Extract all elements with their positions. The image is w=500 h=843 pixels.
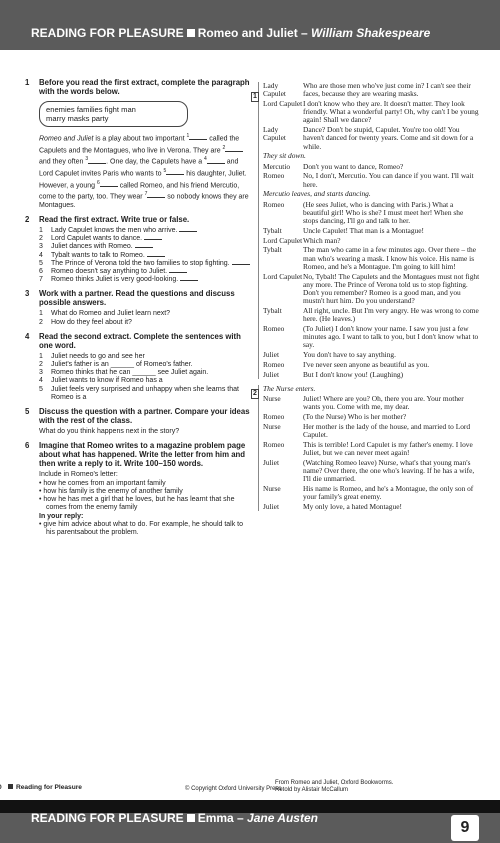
answer-blank[interactable] xyxy=(88,163,106,164)
page-header xyxy=(0,0,500,50)
answer-blank[interactable] xyxy=(147,256,165,257)
dialogue-line xyxy=(263,172,480,188)
line-text: (He sees Juliet, who is dancing with Paris.) What a beautiful girl! Who is she? I must meet her! When she stops dancing, I'll go and talk to her. xyxy=(303,199,464,226)
bullet-item: • how he comes from an important family xyxy=(39,480,250,488)
line-text: Juliet! Where are you? Oh, there you are. Your mother wants you. Come with me, my dear. xyxy=(303,394,464,412)
line-text: The man who came in a few minutes ago. Over there – the man who's wearing a mask. I know his voice. His name is Romeo, and he's a Montague. I'm going to kill him! xyxy=(303,245,477,271)
list-item: 1 Lady Capulet knows the men who arrive. xyxy=(39,227,250,235)
line-text: You don't have to say anything. xyxy=(303,350,396,360)
dialogue-line xyxy=(263,503,480,511)
line-text: Don't you want to dance, Romeo? xyxy=(303,161,404,171)
speaker: Romeo xyxy=(263,171,285,181)
bullet-item: • how his family is the enemy of another family xyxy=(39,488,250,496)
bullet-item: • how he has met a girl that he loves, but he has learnt that she comes from the enemy family xyxy=(39,496,250,512)
page-number xyxy=(0,784,2,791)
list-item: 6 Romeo doesn't say anything to Juliet. xyxy=(39,268,250,276)
stage-direction: The Nurse enters. xyxy=(263,384,316,394)
line-text: (To the Nurse) Who is her mother? xyxy=(303,412,407,422)
list-item: 2 Juliet's father is an ______ of Romeo's father. xyxy=(39,361,193,369)
speaker: Tybalt xyxy=(263,245,282,255)
answer-blank[interactable] xyxy=(144,239,162,240)
line-text: My only love, a hated Montague! xyxy=(303,502,402,512)
dialogue-line xyxy=(263,423,480,439)
exercise-1: 1 Before you read the first extract, complete the paragraph with the words below. enemies families fight man marry masks party Romeo and Juliet is a play about two important $^1$ called the Capulets and the Montagues, who live in Verona. They are $^2$ and they often $^3$ . One day, the Capulets have a $^4$ and Lord Capulet invites Paris who wants to $^5$ his daughter, Juliet. However, a young $^6$ called Romeo, and his friend Mercutio, come to the party, too. They wear $^7$ so nobody knows they are Montagues. xyxy=(25,78,250,209)
exercise-6: 6 Imagine that Romeo writes to a magazine problem page about what has happened. Write the letter from him and then write a reply to it. Write 100–150 words. Include in Romeo's letter: • how he comes from an important family • how his family is the enemy of another family • how he has met a girl that he loves, but he has learnt that she comes from the enemy family In your reply: • give him advice about what to do. For example, he should talk to his parentsabout the problem. xyxy=(25,441,250,537)
dialogue-line xyxy=(263,273,480,306)
dialogue-line xyxy=(263,441,480,457)
answer-blank[interactable] xyxy=(166,174,184,175)
word-box: enemies families fight man marry masks party xyxy=(39,101,188,127)
speaker: Juliet xyxy=(263,458,280,468)
answer-blank[interactable] xyxy=(207,163,225,164)
next-page-header xyxy=(0,813,500,843)
stage-direction: Mercutio leaves, and starts dancing. xyxy=(263,189,371,199)
speaker: Lord Capulet xyxy=(263,235,303,245)
next-header-title: READING FOR PLEASURE Emma – Jane Austen xyxy=(31,811,318,825)
header-title: READING FOR PLEASURE Romeo and Juliet – William Shakespeare xyxy=(31,26,431,40)
dialogue-line xyxy=(263,371,480,379)
answer-blank[interactable] xyxy=(179,231,197,232)
answer-blank[interactable] xyxy=(100,186,118,187)
extract-1 xyxy=(253,81,480,379)
dialogue-line xyxy=(263,351,480,359)
dialogue-line xyxy=(263,307,480,323)
speaker: Romeo xyxy=(263,412,285,422)
square-bullet-icon xyxy=(187,29,195,37)
blank-number: 7 xyxy=(144,191,148,198)
line-text: I've never seen anyone as beautiful as you. xyxy=(303,360,430,370)
dialogue-line xyxy=(263,413,480,421)
line-text: But I don't know you! (Laughing) xyxy=(303,369,404,379)
speaker: Lady Capulet xyxy=(263,125,286,143)
dialogue-line xyxy=(263,361,480,369)
answer-blank[interactable] xyxy=(232,264,250,265)
line-text: Her mother is the lady of the house, and married to Lord Capulet. xyxy=(303,422,471,440)
dialogue-line xyxy=(263,485,480,501)
list-item: 1 What do Romeo and Juliet learn next? xyxy=(39,310,171,318)
line-text: All right, uncle. But I'm very angry. He was wrong to come here. (He leaves.) xyxy=(303,306,479,324)
dialogue-line xyxy=(263,163,480,171)
line-text: (Watching Romeo leave) Nurse, what's that young man's name? Over there, the one who's leaving. If he has a wife, I'll die unmarried. xyxy=(303,458,475,484)
speaker: Tybalt xyxy=(263,225,282,235)
list-item: 3 Juliet dances with Romeo. xyxy=(39,243,250,251)
speaker: Tybalt xyxy=(263,306,282,316)
list-item: 4 Juliet wants to know if Romeo has a xyxy=(39,377,163,385)
exercise-4: 4 Read the second extract. Complete the sentences with one word. 1 Juliet needs to go and see her 2 Juliet's father is an ______ of Romeo's father. 3 Romeo thinks that he can ______ see Juliet again. 4 Juliet wants to know if Romeo has a 5 Juliet feels very surprised and unhappy when she learns that Romeo is a xyxy=(25,332,250,402)
dialogue-line xyxy=(263,395,480,411)
line-text: This is terrible! Lord Capulet is my father's enemy. I love Juliet, but we can never meet again! xyxy=(303,440,473,458)
speaker: Juliet xyxy=(263,350,280,360)
speaker: Lady Capulet xyxy=(263,81,286,99)
dialogue-line xyxy=(263,325,480,350)
list-item: 5 The Prince of Verona told the two families to stop fighting. xyxy=(39,260,250,268)
sentence-completion-list xyxy=(39,353,250,402)
copyright: © Copyright Oxford University Press xyxy=(185,786,282,792)
exercise-5: 5 Discuss the question with a partner. Compare your ideas with the rest of the class. What do you think happens next in the story? xyxy=(25,407,250,436)
answer-blank[interactable] xyxy=(189,139,207,140)
speaker: Juliet xyxy=(263,502,280,512)
footer-section: Reading for Pleasure xyxy=(8,784,82,791)
blank-number: 4 xyxy=(204,156,207,163)
speaker: Nurse xyxy=(263,394,281,404)
dialogue-line xyxy=(263,246,480,271)
list-item: 7 Romeo thinks Juliet is very good-looking. xyxy=(39,276,250,284)
source-credit: From Romeo and Juliet, Oxford Bookworms. Retold by Alistair McCallum xyxy=(275,780,394,793)
speaker: Romeo xyxy=(263,360,285,370)
blank-number: 6 xyxy=(96,179,100,186)
line-text: Which man? xyxy=(303,235,341,245)
line-text: His name is Romeo, and he's a Montague, the only son of your family's great enemy. xyxy=(303,484,474,502)
answer-blank[interactable] xyxy=(180,280,198,281)
blank-number: 3 xyxy=(85,156,89,163)
line-text: Uncle Capulet! That man is a Montague! xyxy=(303,225,424,235)
blank-number: 1 xyxy=(186,133,190,139)
line-text: Who are those men who've just come in? I can't see their faces, because they are wearing masks. xyxy=(303,81,471,99)
speaker: Romeo xyxy=(263,440,285,450)
extract-number: 1 xyxy=(251,92,259,102)
next-page-number: 9 xyxy=(451,815,479,841)
line-text: Dance? Don't be stupid, Capulet. You're too old! You haven't danced for twenty years. Come and sit down for a while. xyxy=(303,125,474,151)
answer-blank[interactable] xyxy=(147,197,165,198)
list-item: 2 Lord Capulet wants to dance. xyxy=(39,235,250,243)
list-item: 4 Tybalt wants to talk to Romeo. xyxy=(39,252,250,260)
dialogue-line xyxy=(263,100,480,125)
answer-blank[interactable] xyxy=(135,247,153,248)
gap-fill-paragraph: Romeo and Juliet is a play about two important $^1$ called the Capulets and the Montagues, who live in Verona. They are $^2$ and they often $^3$ . One day, the Capulets have a $^4$ and Lord Capulet invites Paris who wants to $^5$ his daughter, Juliet. However, a young $^6$ called Romeo, and his friend Mercutio, come to the party, too. They wear $^7$ so nobody knows they are Montagues. xyxy=(39,133,249,209)
line-text: (To Juliet) I don't know your name. I saw you just a few minutes ago. I want to talk to you, but I don't know what to say. xyxy=(303,324,479,350)
speaker: Nurse xyxy=(263,484,281,494)
dialogue-line xyxy=(263,82,480,98)
speaker: Lord Capulet xyxy=(263,99,303,108)
dialogue-line xyxy=(263,126,480,151)
speaker: Nurse xyxy=(263,422,281,432)
blank-number: 5 xyxy=(163,167,167,174)
answer-blank[interactable] xyxy=(169,272,187,273)
exercises-column xyxy=(25,78,250,542)
list-item: 1 Juliet needs to go and see her xyxy=(39,352,145,360)
bullet-item: • give him advice about what to do. For example, he should talk to his parentsabout the problem. xyxy=(39,521,250,537)
speaker: Romeo xyxy=(263,324,285,334)
stage-direction: They sit down. xyxy=(263,151,306,161)
extracts-column xyxy=(253,81,480,513)
speaker: Mercutio xyxy=(263,161,291,171)
speaker: Lord Capulet xyxy=(263,271,303,281)
true-false-list xyxy=(39,227,250,284)
speaker: Juliet xyxy=(263,369,280,379)
dialogue-line xyxy=(263,459,480,484)
exercise-3: 3 Work with a partner. Read the questions and discuss possible answers. 1 What do Romeo and Juliet learn next? 2 How do they feel about it? xyxy=(25,289,250,326)
line-text: No, Tybalt! The Capulets and the Montagues must not fight any more. The Prince of Verona told us to stop fighting. Don't you remember? Romeo is a good man, and you mustn't hurt him. Do you understand? xyxy=(303,271,480,306)
extract-number: 2 xyxy=(251,389,259,399)
dialogue-line xyxy=(263,201,480,226)
play-title: Romeo and Juliet xyxy=(39,135,94,143)
answer-blank[interactable] xyxy=(225,151,243,152)
discussion-questions xyxy=(39,310,250,326)
blank-number: 2 xyxy=(222,144,226,151)
square-bullet-icon xyxy=(187,814,195,822)
exercise-2: 2 Read the first extract. Write true or false. 1 Lady Capulet knows the men who arrive. 2 Lord Capulet wants to dance. 3 Juliet dances with Romeo. 4 Tybalt wants to talk to Romeo. 5 The Prince of Verona told the two families to stop fighting. 6 Romeo doesn't say anything to Juliet. 7 Romeo thinks Juliet is very good-looking. xyxy=(25,215,250,284)
speaker: Romeo xyxy=(263,199,285,209)
list-item: 2 How do they feel about it? xyxy=(39,318,132,326)
list-item: 5 Juliet feels very surprised and unhappy when she learns that Romeo is a xyxy=(39,385,239,401)
list-item: 3 Romeo thinks that he can ______ see Juliet again. xyxy=(39,369,209,377)
line-text: I don't know who they are. It doesn't matter. They look friendly. What a wonderful party! Oh, why can't I be young again! Shall we dance? xyxy=(303,99,479,125)
extract-2 xyxy=(253,384,480,512)
dialogue-line xyxy=(263,237,480,245)
dialogue-line xyxy=(263,227,480,235)
line-text: No, I don't, Mercutio. You can dance if you want. I'll wait here. xyxy=(303,171,474,189)
